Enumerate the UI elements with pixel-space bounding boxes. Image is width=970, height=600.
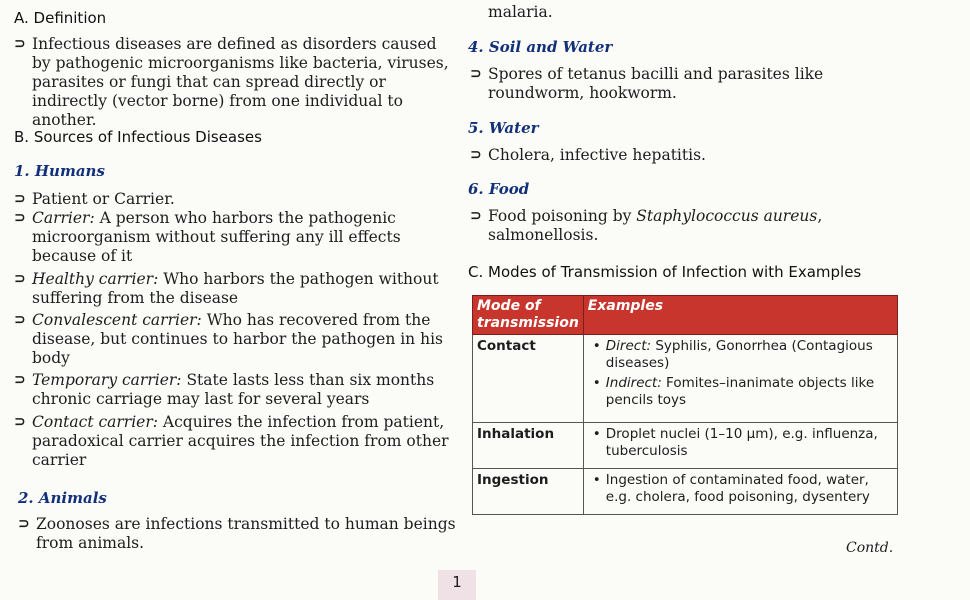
list-item: ⊃ Healthy carrier: Who harbors the pathogen without suffering from the disease: [14, 270, 439, 307]
table-row: [473, 423, 898, 469]
bullet-icon: ⊃: [470, 147, 482, 163]
list-item: ⊃ Food poisoning by Staphylococcus aureus, salmonellosis.: [470, 207, 823, 244]
header-examples: Examples: [583, 296, 897, 335]
list-item: ⊃ Zoonoses are infections transmitted to human beings from animals.: [18, 515, 456, 552]
bullet-icon: ⊃: [14, 271, 26, 287]
examples-cell: [583, 469, 897, 515]
list-item: ⊃ Spores of tetanus bacilli and parasites like roundworm, hookworm.: [470, 65, 824, 102]
section-b-heading: B. Sources of Infectious Diseases: [14, 128, 262, 146]
list-item: ⊃ Convalescent carrier: Who has recovered from the disease, but continues to harbor the pathogen in his body: [14, 311, 443, 367]
soil-water-subheading: 4. Soil and Water: [468, 38, 613, 56]
example-item: • Direct: Syphilis, Gonorrhea (Contagious diseases): [606, 338, 893, 372]
list-item: ⊃ Carrier: A person who harbors the pathogenic microorganism without suffering any ill effects because of it: [14, 209, 401, 265]
table-row: [473, 335, 898, 423]
food-subheading: 6. Food: [468, 180, 530, 198]
page-number: 1: [438, 570, 476, 600]
bullet-icon: ⊃: [470, 208, 482, 224]
examples-cell: [583, 423, 897, 469]
example-item: • Droplet nuclei (1–10 μm), e.g. influenza, tuberculosis: [606, 426, 893, 460]
mode-cell: Inhalation: [473, 423, 584, 469]
table-row: [473, 469, 898, 515]
mode-cell: Ingestion: [473, 469, 584, 515]
list-item: ⊃ Temporary carrier: State lasts less than six months chronic carriage may last for several years: [14, 371, 435, 408]
example-item: • Indirect: Fomites–inanimate objects like pencils toys: [606, 375, 893, 409]
continued-text: malaria.: [488, 3, 553, 21]
bullet-icon: ⊃: [14, 210, 26, 226]
transmission-table: [472, 295, 898, 515]
bullet-icon: ⊃: [14, 414, 26, 430]
bullet-icon: ⊃: [18, 516, 30, 532]
table-header-row: [473, 296, 898, 335]
mode-cell: Contact: [473, 335, 584, 423]
bullet-icon: ⊃: [14, 36, 26, 52]
bullet-icon: ⊃: [14, 312, 26, 328]
header-mode: Mode of transmission: [473, 296, 584, 335]
section-c-heading: C. Modes of Transmission of Infection with Examples: [468, 263, 862, 281]
contd-label: Contd.: [846, 540, 894, 556]
bullet-icon: ⊃: [14, 372, 26, 388]
list-item: ⊃ Patient or Carrier.: [14, 190, 175, 208]
water-subheading: 5. Water: [468, 119, 539, 137]
list-item: ⊃ Contact carrier: Acquires the infection from patient, paradoxical carrier acquires the infection from other carrier: [14, 413, 449, 469]
humans-subheading: 1. Humans: [14, 162, 105, 180]
examples-cell: [583, 335, 897, 423]
animals-subheading: 2. Animals: [18, 489, 107, 507]
example-item: • Ingestion of contaminated food, water, e.g. cholera, food poisoning, dysentery: [606, 472, 893, 506]
definition-item: ⊃ Infectious diseases are defined as disorders caused by pathogenic microorganisms like bacteria, viruses, parasites or fungi that can spread directly or indirectly (vector borne) from one individual to another.: [14, 35, 449, 129]
list-item: ⊃ Cholera, infective hepatitis.: [470, 146, 706, 164]
bullet-icon: ⊃: [14, 191, 26, 207]
section-a-heading: A. Definition: [14, 9, 107, 27]
bullet-icon: ⊃: [470, 66, 482, 82]
